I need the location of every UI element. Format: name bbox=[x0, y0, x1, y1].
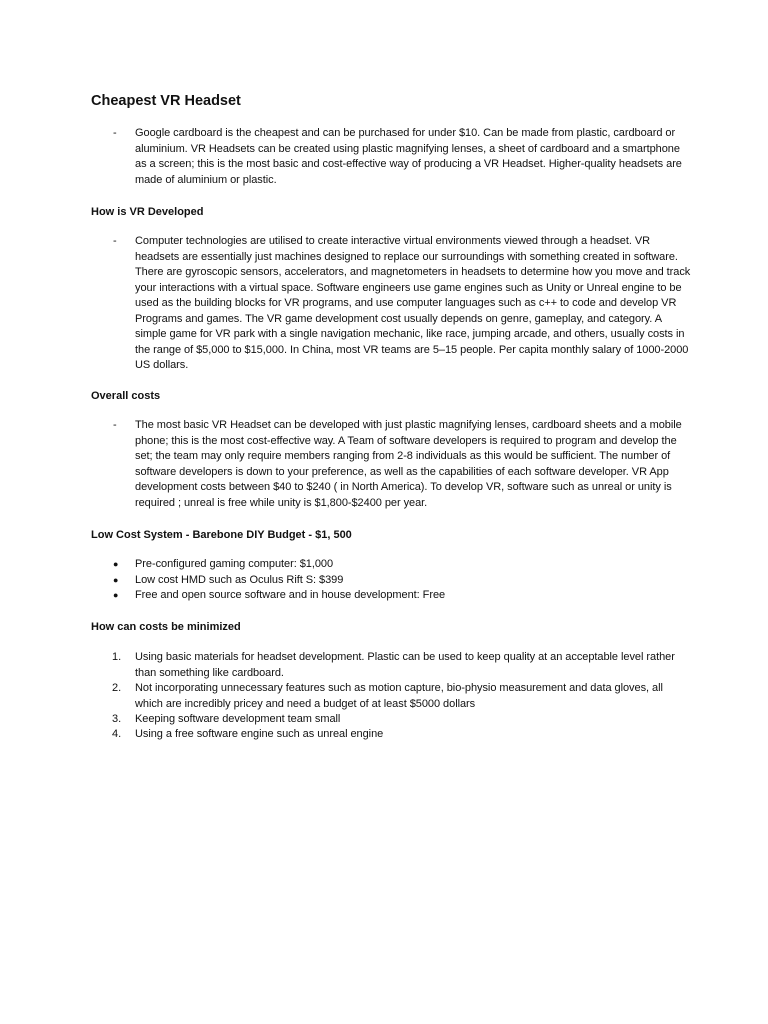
list-item-text: The most basic VR Headset can be developed with just plastic magnifying lenses, cardboard sheets and a mobile phone; this is the most cost-effective way. A Team of software developers is required to program and develop the set; the team may only require members ranging from 2-8 individuals as this would be sufficient. The number of software developers is down to your preference, as well as the capabilities of each software developer. VR App development costs between $40 to $240 ( in North America). To develop VR, software such as unreal or unity is required ; unreal is free while unity is $1,800-$2400 per year. bbox=[135, 419, 682, 509]
list-item-text: Using a free software engine such as unreal engine bbox=[135, 728, 384, 740]
section-heading: How can costs be minimized bbox=[91, 621, 241, 633]
dash-marker: - bbox=[113, 127, 117, 139]
list-item-text: Free and open source software and in house development: Free bbox=[135, 589, 446, 601]
dash-marker: - bbox=[113, 419, 117, 431]
dash-marker: - bbox=[113, 235, 117, 247]
number-marker: 3. bbox=[112, 713, 122, 725]
section-heading: Overall costs bbox=[91, 390, 161, 402]
bullet-marker: ● bbox=[113, 590, 119, 600]
number-marker: 4. bbox=[112, 728, 122, 740]
section-heading: How is VR Developed bbox=[91, 206, 204, 218]
list-item-text: Keeping software development team small bbox=[135, 713, 341, 725]
document-title: Cheapest VR Headset bbox=[91, 93, 241, 109]
list-item-text: Computer technologies are utilised to create interactive virtual environments viewed through a headset. VR headsets are essentially just machines designed to replace our surroundings with something created in software. There are gyroscopic sensors, accelerators, and magnetometers in headsets to determine how you move and track your interactions with a virtual space. Software engineers use game engines such as Unity or Unreal engine to be used as the building blocks for VR programs, and use computer languages such as c++ to code and develop VR Programs and games. The VR game development cost usually depends on genre, gameplay, and category. A simple game for VR park with a single navigation mechanic, like race, jumping arcade, and others, usually costs in the range of $5,000 to $15,000. In China, most VR teams are 5–15 people. Per capita monthly salary of 1000-2000 US dollars. bbox=[135, 235, 691, 371]
list-item-text: Google cardboard is the cheapest and can be purchased for under $10. Can be made from plastic, cardboard or aluminium. VR Headsets can be created using plastic magnifying lenses, a sheet of cardboard and a smartphone as a screen; this is the most basic and cost-effective way of producing a VR Headset. Higher-quality headsets are made of aluminium or plastic. bbox=[135, 127, 682, 186]
number-marker: 2. bbox=[112, 682, 122, 694]
bullet-marker: ● bbox=[113, 575, 119, 585]
list-item-text: Not incorporating unnecessary features such as motion capture, bio-physio measurement and data gloves, all which are incredibly pricey and need a budget of at least $5000 dollars bbox=[135, 682, 663, 710]
list-item-text: Low cost HMD such as Oculus Rift S: $399 bbox=[135, 574, 344, 586]
list-item-text: Using basic materials for headset development. Plastic can be used to keep quality at an acceptable level rather than something like cardboard. bbox=[135, 651, 675, 679]
bullet-marker: ● bbox=[113, 559, 119, 569]
list-item-text: Pre-configured gaming computer: $1,000 bbox=[135, 558, 334, 570]
section-heading: Low Cost System - Barebone DIY Budget - $1, 500 bbox=[91, 529, 352, 541]
number-marker: 1. bbox=[112, 651, 122, 663]
